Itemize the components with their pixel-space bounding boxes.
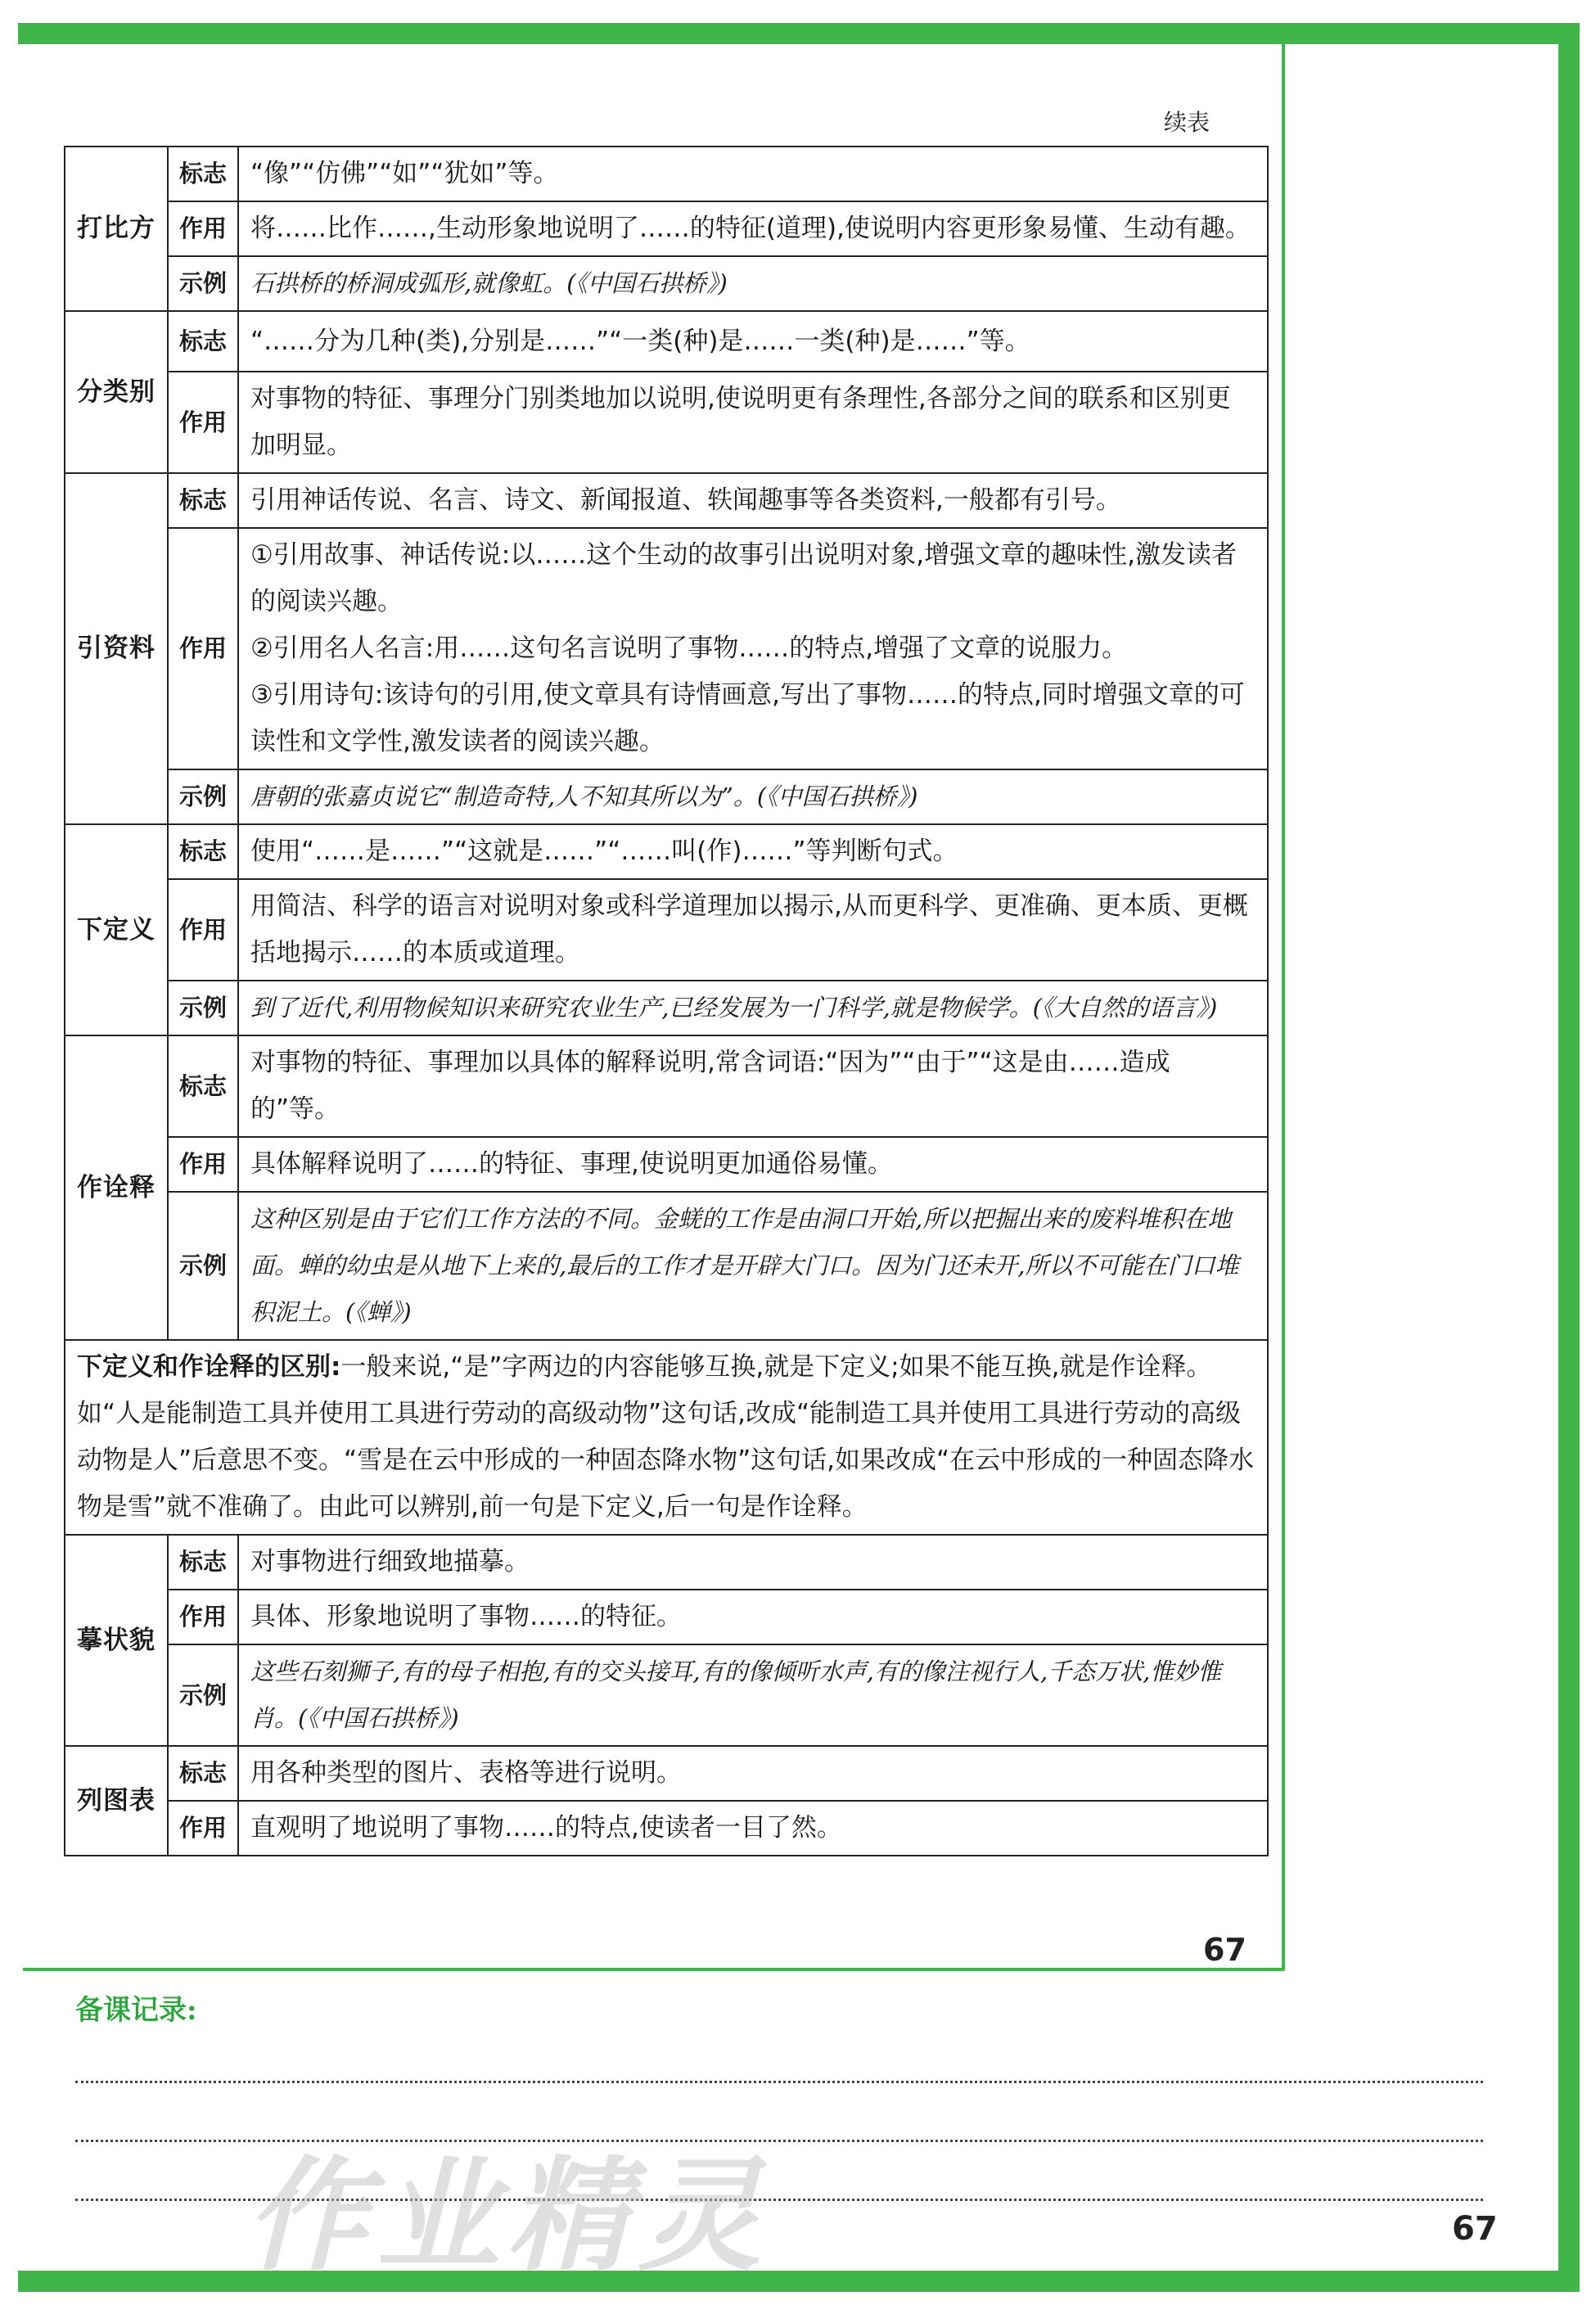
example-cell: 唐朝的张嘉贞说它“制造奇特,人不知其所以为”。(《中国石拱桥》) [238, 769, 1268, 824]
content-cell: 用各种类型的图片、表格等进行说明。 [238, 1746, 1268, 1801]
example-cell: 这种区别是由于它们工作方法的不同。金蜣的工作是由洞口开始,所以把掘出来的废料堆积在地面。蝉的幼虫是从地下上来的,最后的工作才是开辟大门口。因为门还未开,所以不可能在门口堆积泥土。(《蝉》) [238, 1192, 1268, 1340]
label-cell: 示例 [168, 256, 238, 311]
table-row [65, 256, 1268, 311]
label-cell: 作用 [168, 1801, 238, 1856]
note-cell [65, 1340, 1268, 1535]
table-row [65, 1535, 1268, 1590]
label-cell: 作用 [168, 528, 238, 769]
content-cell: 对事物的特征、事理分门别类地加以说明,使说明更有条理性,各部分之间的联系和区别更加明显。 [238, 372, 1268, 473]
label-cell: 作用 [168, 1137, 238, 1192]
inner-frame-right [1282, 44, 1285, 1969]
category-cell: 下定义 [65, 824, 168, 1035]
quote-usage-line: ③引用诗句:该诗句的引用,使文章具有诗情画意,写出了事物……的特点,同时增强文章的可读性和文学性,激发读者的阅读兴趣。 [250, 680, 1245, 756]
continued-label: 续表 [1164, 109, 1211, 136]
label-cell: 作用 [168, 372, 238, 473]
label-cell: 标志 [168, 311, 238, 372]
watermark: 作业精灵 [246, 2145, 770, 2288]
content-cell [238, 528, 1268, 769]
content-cell: 具体、形象地说明了事物……的特征。 [238, 1590, 1268, 1644]
table-row [65, 824, 1268, 879]
label-cell: 作用 [168, 1590, 238, 1644]
label-cell: 示例 [168, 769, 238, 824]
content-cell: 直观明了地说明了事物……的特点,使读者一目了然。 [238, 1801, 1268, 1856]
label-cell: 标志 [168, 473, 238, 528]
content-cell: 使用“……是……”“这就是……”“……叫(作)……”等判断句式。 [238, 824, 1268, 879]
content-cell: “像”“仿佛”“如”“犹如”等。 [238, 147, 1268, 201]
category-cell: 打比方 [65, 147, 168, 311]
notes-title: 备课记录: [75, 1994, 197, 2027]
table-row [65, 311, 1268, 372]
label-cell: 标志 [168, 1535, 238, 1590]
green-frame-top [18, 23, 1580, 44]
category-cell: 分类别 [65, 311, 168, 473]
table-row [65, 1137, 1268, 1192]
category-cell: 引资料 [65, 473, 168, 824]
table-row [65, 473, 1268, 528]
example-cell: 到了近代,利用物候知识来研究农业生产,已经发展为一门科学,就是物候学。(《大自然的语言》) [238, 981, 1268, 1035]
content-cell: 引用神话传说、名言、诗文、新闻报道、轶闻趣事等各类资料,一般都有引号。 [238, 473, 1268, 528]
notes-line [75, 2081, 1483, 2083]
category-cell: 列图表 [65, 1746, 168, 1856]
table-row [65, 1590, 1268, 1644]
content-cell: 对事物的特征、事理加以具体的解释说明,常含词语:“因为”“由于”“这是由……造成的”等。 [238, 1035, 1268, 1137]
table-row [65, 1801, 1268, 1856]
page-number: 67 [1452, 2210, 1498, 2248]
content-cell: “……分为几种(类),分别是……”“一类(种)是……一类(种)是……”等。 [238, 311, 1268, 372]
quote-usage-line: ②引用名人名言:用……这句名言说明了事物……的特点,增强了文章的说服力。 [250, 634, 1128, 663]
table-row [65, 1192, 1268, 1340]
inner-page-number: 67 [1203, 1932, 1247, 1968]
explanation-methods-table [64, 146, 1269, 1856]
example-cell: 石拱桥的桥洞成弧形,就像虹。(《中国石拱桥》) [238, 256, 1268, 311]
table-row [65, 1340, 1268, 1535]
label-cell: 标志 [168, 824, 238, 879]
label-cell: 示例 [168, 981, 238, 1035]
label-cell: 标志 [168, 1035, 238, 1137]
green-frame-right [1558, 23, 1580, 2290]
content-cell: 将……比作……,生动形象地说明了……的特征(道理),使说明内容更形象易懂、生动有趣。 [238, 201, 1268, 256]
table-row [65, 528, 1268, 769]
label-cell: 标志 [168, 1746, 238, 1801]
table-row [65, 1746, 1268, 1801]
inner-frame-bottom [23, 1968, 1285, 1971]
label-cell: 标志 [168, 147, 238, 201]
content-cell: 具体解释说明了……的特征、事理,使说明更加通俗易懂。 [238, 1137, 1268, 1192]
table-row [65, 769, 1268, 824]
table-row [65, 147, 1268, 201]
note-text: 一般来说,“是”字两边的内容能够互换,就是下定义;如果不能互换,就是作诠释。如“人是能制造工具并使用工具进行劳动的高级动物”这句话,改成“能制造工具并使用工具进行劳动的高级动物是人”后意思不变。“雪是在云中形成的一种固态降水物”这句话,如果改成“在云中形成的一种固态降水物是雪”就不准确了。由此可以辨别,前一句是下定义,后一句是作诠释。 [77, 1352, 1255, 1522]
label-cell: 作用 [168, 201, 238, 256]
table-row [65, 981, 1268, 1035]
table-row [65, 1644, 1268, 1746]
category-cell: 作诠释 [65, 1035, 168, 1340]
table-row [65, 1035, 1268, 1137]
note-title: 下定义和作诠释的区别: [77, 1352, 341, 1382]
content-cell: 用简洁、科学的语言对说明对象或科学道理加以揭示,从而更科学、更准确、更本质、更概括地揭示……的本质或道理。 [238, 879, 1268, 981]
label-cell: 示例 [168, 1644, 238, 1746]
label-cell: 作用 [168, 879, 238, 981]
category-cell: 摹状貌 [65, 1535, 168, 1746]
table-row [65, 372, 1268, 473]
table-row [65, 879, 1268, 981]
content-cell: 对事物进行细致地描摹。 [238, 1535, 1268, 1590]
table-row [65, 201, 1268, 256]
example-cell: 这些石刻狮子,有的母子相抱,有的交头接耳,有的像倾听水声,有的像注视行人,千态万状,惟妙惟肖。(《中国石拱桥》) [238, 1644, 1268, 1746]
label-cell: 示例 [168, 1192, 238, 1340]
quote-usage-line: ①引用故事、神话传说:以……这个生动的故事引出说明对象,增强文章的趣味性,激发读者的阅读兴趣。 [250, 540, 1237, 616]
